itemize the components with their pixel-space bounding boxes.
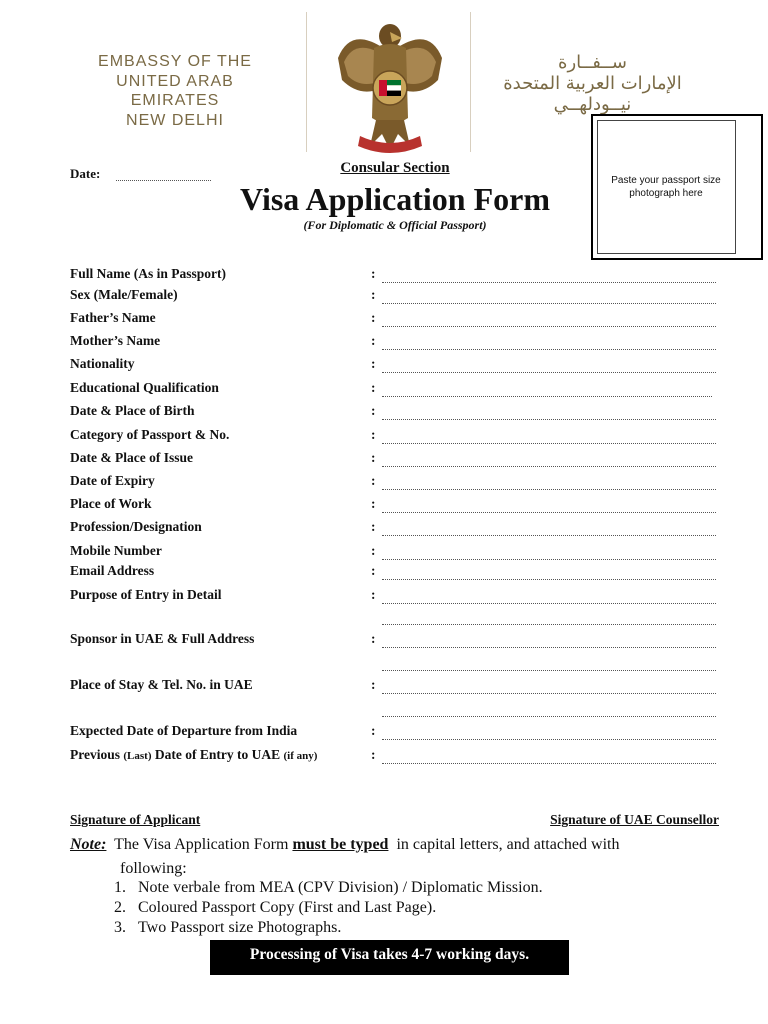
purpose-of-entry-field-line-2[interactable] xyxy=(382,624,716,625)
field-colon: : xyxy=(371,519,376,534)
field-label-place-of-work: Place of Work xyxy=(70,496,152,511)
place-of-work-field[interactable] xyxy=(382,512,716,513)
page-subtitle: (For Diplomatic & Official Passport) xyxy=(303,218,487,232)
previous-entry-text-1: Previous xyxy=(70,747,124,762)
sponsor-field-line-2[interactable] xyxy=(382,670,716,671)
note-continuation: following: xyxy=(120,860,187,877)
note-text-before: The Visa Application Form xyxy=(114,836,289,853)
field-label-nationality: Nationality xyxy=(70,356,135,371)
expected-departure-field[interactable] xyxy=(382,739,716,740)
field-colon: : xyxy=(371,266,376,281)
field-label-purpose-of-entry: Purpose of Entry in Detail xyxy=(70,587,222,602)
sex-field[interactable] xyxy=(382,303,716,304)
processing-time-banner: Processing of Visa takes 4-7 working days. xyxy=(210,940,569,975)
field-label-place-of-stay: Place of Stay & Tel. No. in UAE xyxy=(70,677,253,692)
field-colon: : xyxy=(371,723,376,738)
fathers-name-field[interactable] xyxy=(382,326,716,327)
requirements-list xyxy=(114,878,543,938)
category-of-passport-field[interactable] xyxy=(382,443,716,444)
previous-entry-small-1: (Last) xyxy=(123,750,152,762)
signature-applicant-label: Signature of Applicant xyxy=(70,812,201,827)
nationality-field[interactable] xyxy=(382,372,716,373)
note-paragraph xyxy=(70,834,720,855)
field-label-fathers-name: Father’s Name xyxy=(70,310,156,325)
note-emphasis: must be typed xyxy=(292,836,389,853)
place-of-stay-field-line-1[interactable] xyxy=(382,693,716,694)
field-colon: : xyxy=(371,356,376,371)
educational-qualification-field[interactable] xyxy=(382,396,712,397)
header-divider-left xyxy=(306,12,307,152)
field-label-mothers-name: Mother’s Name xyxy=(70,333,161,348)
full-name-field[interactable] xyxy=(382,282,716,283)
email-address-field[interactable] xyxy=(382,579,716,580)
date-field[interactable] xyxy=(116,180,211,181)
field-colon: : xyxy=(371,287,376,302)
field-colon: : xyxy=(371,677,376,692)
page-title: Visa Application Form xyxy=(240,181,550,217)
signature-counsellor-label: Signature of UAE Counsellor xyxy=(550,812,719,827)
field-colon: : xyxy=(371,587,376,602)
field-label-profession: Profession/Designation xyxy=(70,519,202,534)
consular-section-heading: Consular Section xyxy=(340,160,450,176)
list-item: 3. Two Passport size Photographs. xyxy=(114,919,342,936)
header-divider-right xyxy=(470,12,471,152)
field-label-sponsor: Sponsor in UAE & Full Address xyxy=(70,631,255,646)
embassy-name-english xyxy=(70,52,280,130)
field-colon: : xyxy=(371,543,376,558)
field-label-category-of-passport: Category of Passport & No. xyxy=(70,427,230,442)
field-label-full-name: Full Name (As in Passport) xyxy=(70,266,226,281)
field-colon: : xyxy=(371,473,376,488)
field-colon: : xyxy=(371,403,376,418)
arabic-line-3: نيــودلهــي xyxy=(553,94,632,115)
embassy-name-arabic xyxy=(480,52,705,115)
place-of-stay-field-line-2[interactable] xyxy=(382,716,716,717)
field-label-sex: Sex (Male/Female) xyxy=(70,287,178,302)
field-label-expected-departure: Expected Date of Departure from India xyxy=(70,723,298,738)
field-label-previous-entry xyxy=(70,747,317,763)
embassy-line-2: UNITED ARAB EMIRATES xyxy=(116,72,234,109)
list-item: 2. Coloured Passport Copy (First and Last Page). xyxy=(114,899,437,916)
field-colon: : xyxy=(371,631,376,646)
purpose-of-entry-field-line-1[interactable] xyxy=(382,603,716,604)
field-colon: : xyxy=(371,380,376,395)
field-colon: : xyxy=(371,450,376,465)
field-label-date-place-of-issue: Date & Place of Issue xyxy=(70,450,193,465)
uae-emblem-icon xyxy=(330,18,450,158)
photo-instruction: Paste your passport size photograph here xyxy=(611,175,721,199)
date-of-expiry-field[interactable] xyxy=(382,489,716,490)
field-label-date-place-of-birth: Date & Place of Birth xyxy=(70,403,195,418)
sponsor-field-line-1[interactable] xyxy=(382,647,716,648)
field-label-mobile-number: Mobile Number xyxy=(70,543,162,558)
embassy-line-1: EMBASSY OF THE xyxy=(98,53,252,70)
profession-field[interactable] xyxy=(382,535,716,536)
mothers-name-field[interactable] xyxy=(382,349,716,350)
arabic-line-2: الإمارات العربية المتحدة xyxy=(503,73,682,94)
field-colon: : xyxy=(371,333,376,348)
field-colon: : xyxy=(371,427,376,442)
field-colon: : xyxy=(371,563,376,578)
previous-entry-field[interactable] xyxy=(382,763,716,764)
date-place-of-issue-field[interactable] xyxy=(382,466,716,467)
field-colon: : xyxy=(371,310,376,325)
note-text-after: in capital letters, and attached with xyxy=(396,836,620,853)
date-place-of-birth-field[interactable] xyxy=(382,419,716,420)
note-label: Note: xyxy=(70,836,107,853)
field-label-educational-qualification: Educational Qualification xyxy=(70,380,219,395)
arabic-line-1: ســفــارة xyxy=(558,52,627,73)
field-colon: : xyxy=(371,747,376,762)
previous-entry-small-2: (if any) xyxy=(283,750,318,762)
date-label: Date: xyxy=(70,166,101,181)
embassy-line-3: NEW DELHI xyxy=(126,111,224,129)
field-label-date-of-expiry: Date of Expiry xyxy=(70,473,155,488)
list-item: 1. Note verbale from MEA (CPV Division) / Diplomatic Mission. xyxy=(114,879,543,896)
field-label-email-address: Email Address xyxy=(70,563,155,578)
previous-entry-text-2: Date of Entry to UAE xyxy=(151,747,284,762)
mobile-number-field[interactable] xyxy=(382,559,716,560)
field-colon: : xyxy=(371,496,376,511)
